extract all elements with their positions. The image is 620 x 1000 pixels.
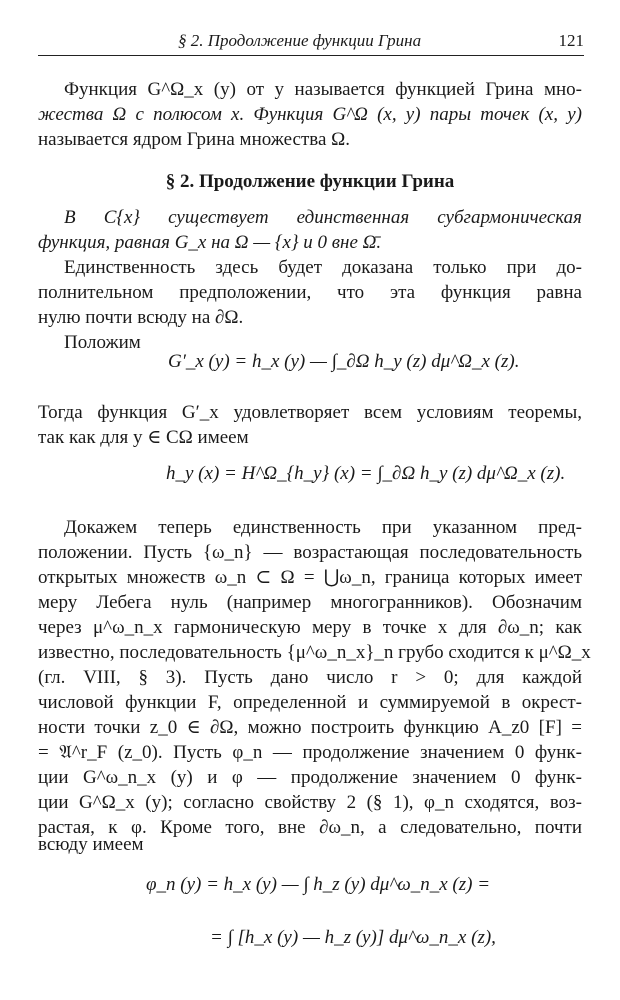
text-line: Положим bbox=[64, 332, 141, 353]
theorem-line: функция, равная G_x на Ω — {x} и 0 вне Ω̄. bbox=[38, 232, 382, 253]
text-line: = 𝔄^r_F (z_0). Пусть φ_n — продолжение значением 0 функ- bbox=[38, 742, 582, 763]
text-line: ности точки z_0 ∈ ∂Ω, можно построить функцию A_z0 [F] = bbox=[38, 717, 582, 738]
page-number: 121 bbox=[558, 31, 584, 50]
section-title: § 2. Продолжение функции Грина bbox=[165, 171, 455, 192]
text-line: жества Ω с полюсом x. Функция G^Ω (x, y) пары точек (x, y) bbox=[38, 104, 582, 125]
text-line: всюду имеем bbox=[38, 834, 144, 855]
text-line: Функция G^Ω_x (y) от y называется функцией Грина мно- bbox=[64, 79, 582, 100]
theorem-line: В C{x} существует единственная субгармоническая bbox=[64, 207, 582, 228]
text-line: (гл. VIII, § 3). Пусть дано число r > 0; для каждой bbox=[38, 667, 582, 688]
text-line: называется ядром Грина множества Ω. bbox=[38, 129, 351, 150]
formula-harmonic: h_y (x) = H^Ω_{h_y} (x) = ∫_∂Ω h_y (z) dμ^Ω_x (z). bbox=[166, 463, 566, 484]
text-line: ции G^ω_n_x (y) и φ — продолжение значением 0 функ- bbox=[38, 767, 582, 788]
text-line: известно, последовательность {μ^ω_n_x}_n грубо сходится к μ^Ω_x bbox=[38, 642, 591, 663]
text-line: нулю почти всюду на ∂Ω. bbox=[38, 307, 244, 328]
text-line: через μ^ω_n_x гармоническую меру в точке x для ∂ω_n; как bbox=[38, 617, 582, 638]
text-line: ции G^Ω_x (y); согласно свойству 2 (§ 1), φ_n сходятся, воз- bbox=[38, 792, 582, 813]
text-line: меру Лебега нуль (например многогранников). Обозначим bbox=[38, 592, 582, 613]
text-line: Единственность здесь будет доказана только при до- bbox=[64, 257, 582, 278]
text-line: открытых множеств ω_n ⊂ Ω = ⋃ω_n, граница которых имеет bbox=[38, 567, 582, 588]
formula-phi-n-cont: = ∫ [h_x (y) — h_z (y)] dμ^ω_n_x (z), bbox=[210, 927, 496, 948]
text-line: числовой функции F, определенной и суммируемой в окрест- bbox=[38, 692, 582, 713]
text-line: Тогда функция G′_x удовлетворяет всем условиям теоремы, bbox=[38, 402, 582, 423]
page-header bbox=[38, 27, 584, 56]
text-line: Докажем теперь единственность при указанном пред- bbox=[64, 517, 582, 538]
running-title: § 2. Продолжение функции Грина bbox=[178, 31, 422, 50]
text-line: так как для y ∈ CΩ имеем bbox=[38, 427, 249, 448]
text-line: полнительном предположении, что эта функция равна bbox=[38, 282, 582, 303]
text-line: растая, к φ. Кроме того, вне ∂ω_n, а следовательно, почти bbox=[38, 817, 582, 838]
formula-phi-n: φ_n (y) = h_x (y) — ∫ h_z (y) dμ^ω_n_x (z) = bbox=[146, 874, 491, 895]
formula-green-prime: G′_x (y) = h_x (y) — ∫_∂Ω h_y (z) dμ^Ω_x (z). bbox=[168, 351, 520, 372]
text-line: положении. Пусть {ω_n} — возрастающая последовательность bbox=[38, 542, 582, 563]
